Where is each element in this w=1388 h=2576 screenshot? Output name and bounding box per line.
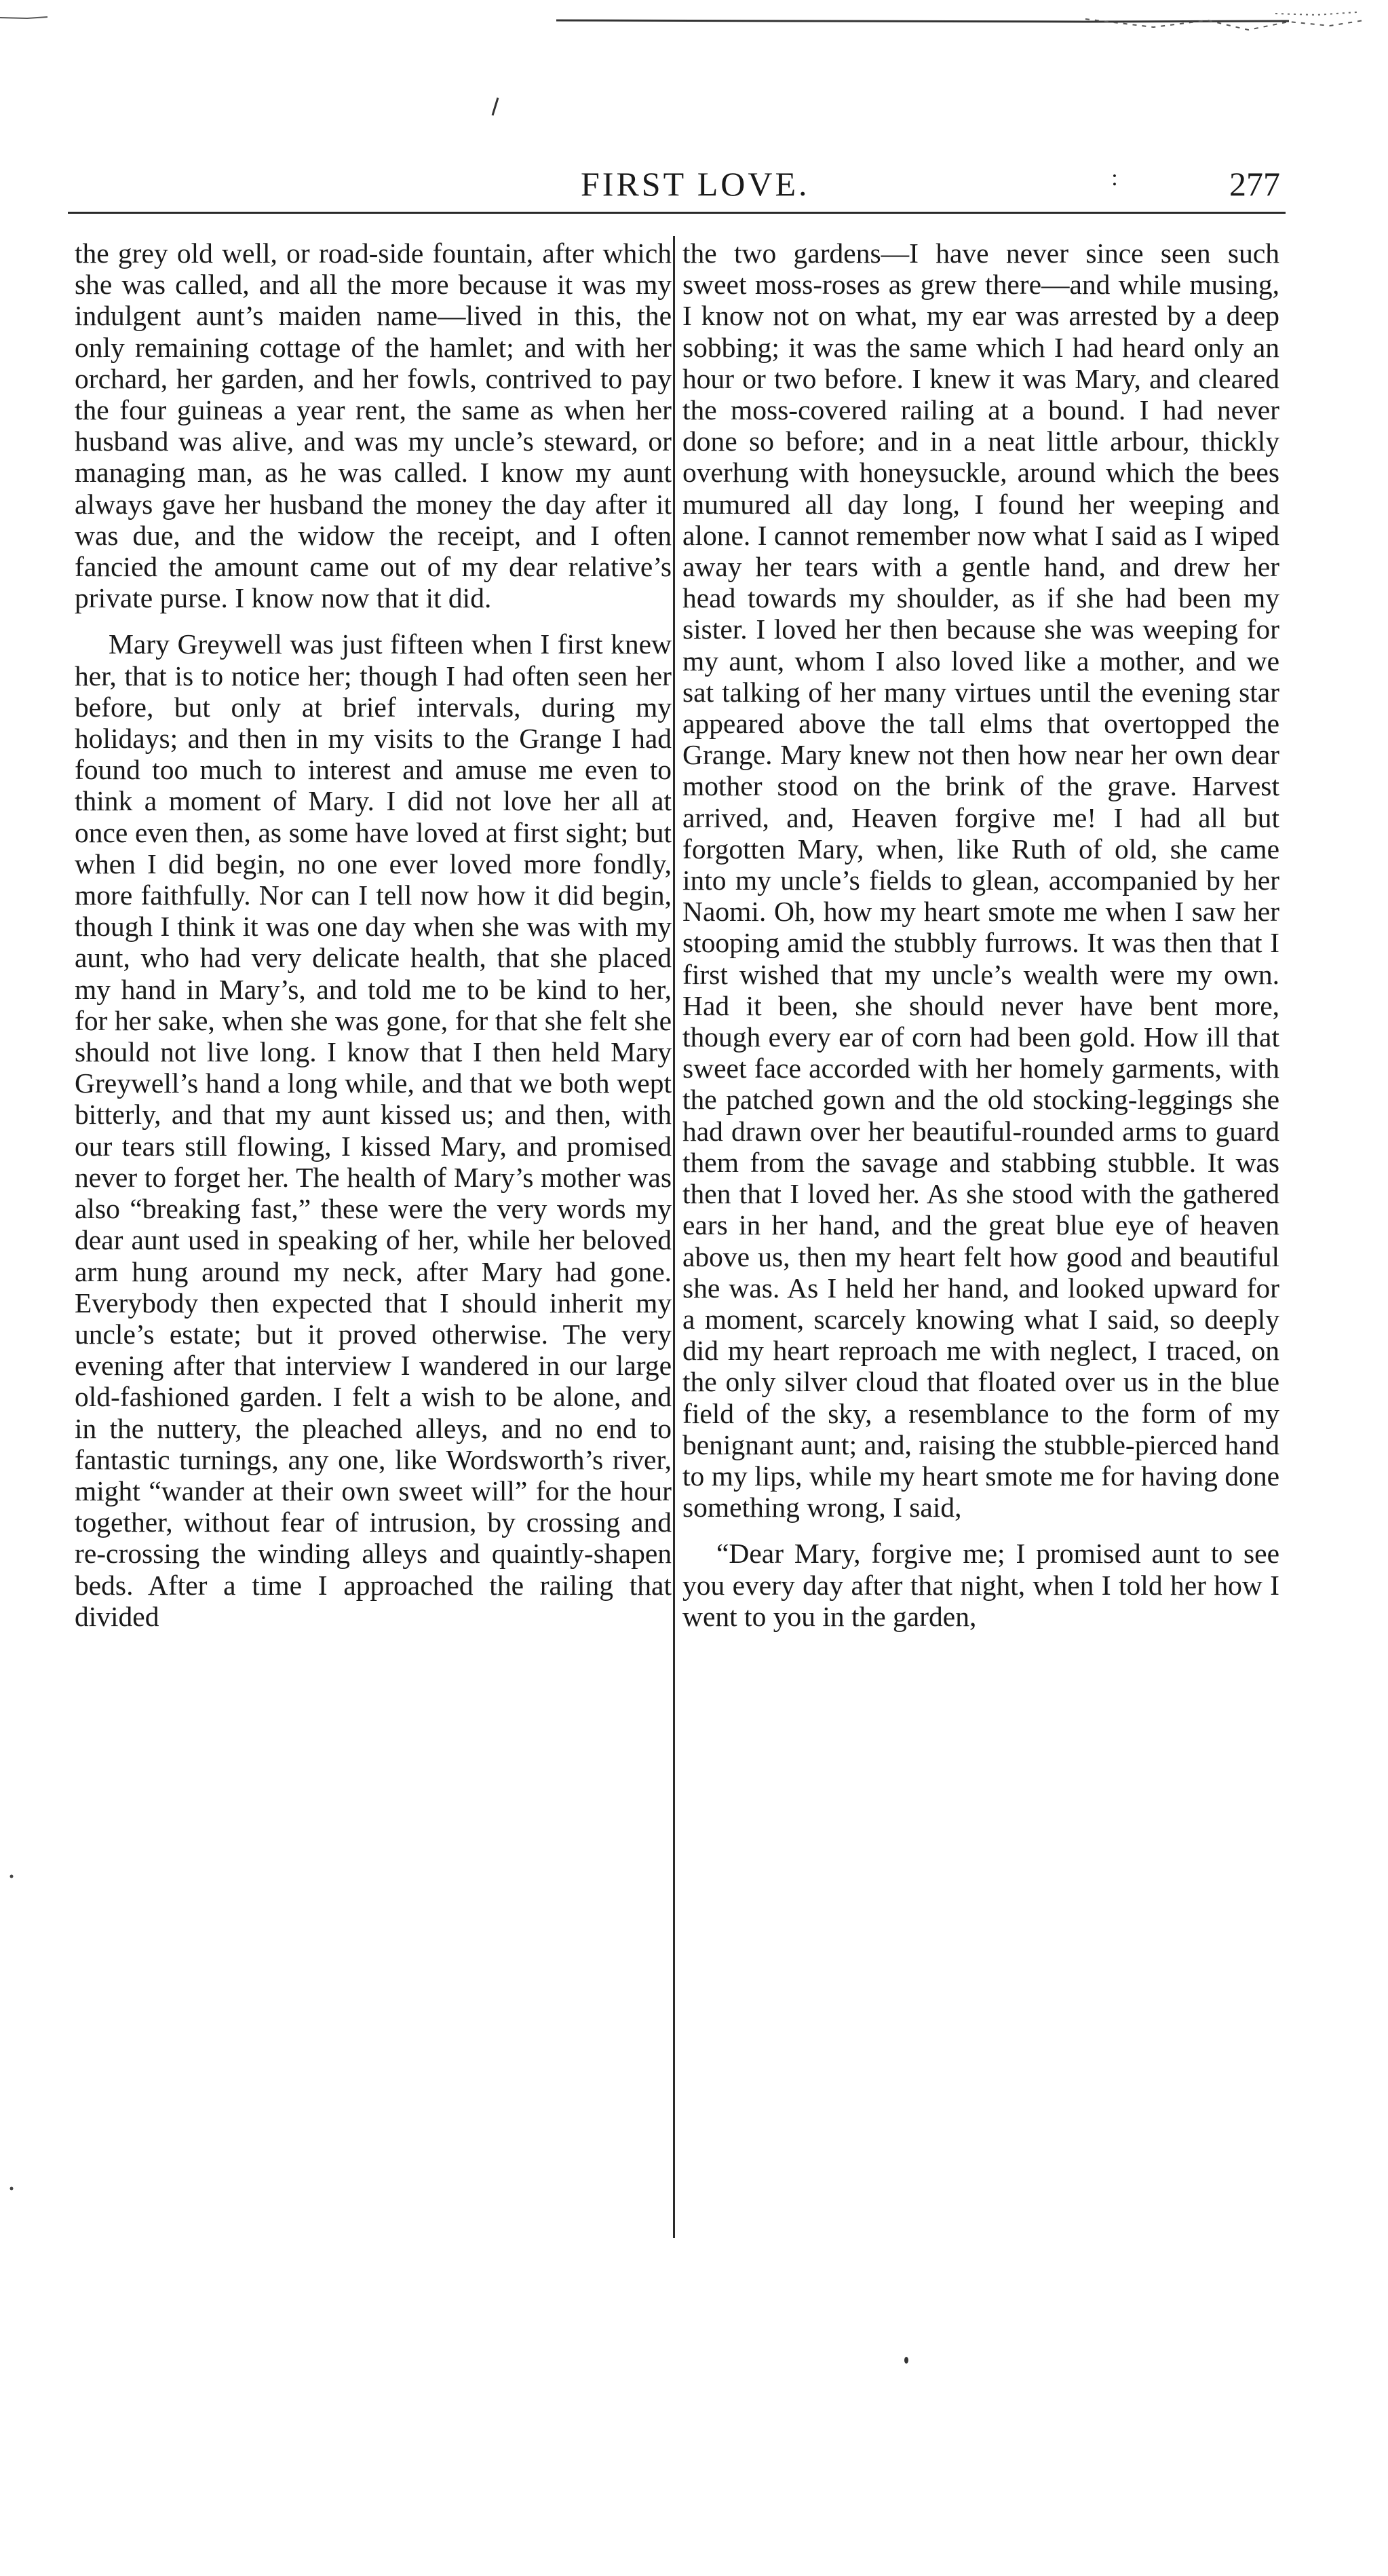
stray-ink-dot xyxy=(902,2355,910,2366)
right-column xyxy=(682,238,1279,1647)
header-dots: : xyxy=(1111,166,1118,191)
running-title: FIRST LOVE. xyxy=(581,165,810,203)
left-paragraph-1: the grey old well, or road-side fountain, after which she was called, and all the more because it was my indulgent aunt’s maiden name—lived in this, the only remaining cottage of the hamlet; and with her orchard, her garden, and her fowls, contrived to pay the four guineas a year rent, the same as when her husband was alive, and was my uncle’s steward, or managing man, as he was called. I know my aunt always gave her husband the money the day after it was due, and the widow the receipt, and I often fancied the amount came out of my dear relative’s private purse. I know now that it did. xyxy=(75,238,672,614)
right-paragraph-2: “Dear Mary, forgive me; I promised aunt to see you every day after that night, when I told her how I went to you in the garden, xyxy=(682,1538,1279,1632)
left-paragraph-2: Mary Greywell was just fifteen when I first knew her, that is to notice her; though I had often seen her before, but only at brief intervals, during my holidays; and then in my visits to the Grange I had found too much to interest and amuse me even to think a moment of Mary. I did not love her all at once even then, as some have loved at first sight; but when I did begin, no one ever loved more fondly, more faithfully. Nor can I tell now how it did begin, though I think it was one day when she was with my aunt, who had very delicate health, that she placed my hand in Mary’s, and told me to be kind to her, for her sake, when she was gone, for that she felt she should not live long. I know that I then held Mary Greywell’s hand a long while, and that we both wept bitterly, and that my aunt kissed us; and then, with our tears still flowing, I kissed Mary, and promised never to forget her. The health of Mary’s mother was also “breaking fast,” these were the very words my dear aunt used in speaking of her, while her beloved arm hung around my neck, after Mary had gone. Everybody then expected that I should inherit my uncle’s estate; but it proved otherwise. The very evening after that interview I wandered in our large old-fashioned garden. I felt a wish to be alone, and in the nuttery, the pleached alleys, and no end to fantastic turnings, any one, like Wordsworth’s river, might “wander at their own sweet will” for the hour together, without fear of intrusion, by crossing and re-crossing the winding alleys and quaintly-shapen beds. After a time I approached the railing that divided xyxy=(75,628,672,1632)
left-column xyxy=(75,238,672,1647)
header-rule xyxy=(68,212,1286,214)
right-paragraph-1: the two gardens—I have never since seen such sweet moss-roses as grew there—and while musing, I know not on what, my ear was arrested by a deep sobbing; it was the same which I had heard only an hour or two before. I knew it was Mary, and cleared the moss-covered railing at a bound. I had never done so before; and in a neat little arbour, thickly overhung with honeysuckle, around which the bees mumured all day long, I found her weeping and alone. I cannot remember now what I said as I wiped away her tears with a gentle hand, and drew her head towards my shoulder, as if she had been my sister. I loved her then because she was weeping for my aunt, whom I also loved like a mother, and we sat talking of her many virtues until the evening star appeared above the tall elms that overtopped the Grange. Mary knew not then how near her own dear mother stood on the brink of the grave. Harvest arrived, and, Heaven forgive me! I had all but forgotten Mary, when, like Ruth of old, she came into my uncle’s fields to glean, accompanied by her Naomi. Oh, how my heart smote me when I saw her stooping amid the stubbly furrows. It was then that I first wished that my uncle’s wealth were my own. Had it been, she should never have bent more, though every ear of corn had been gold. How ill that sweet face accorded with her homely garments, with the patched gown and the old stocking-leggings she had drawn over her beautiful-rounded arms to guard them from the savage and stabbing stubble. It was then that I loved her. As she stood with the gathered ears in her hand, and the great blue eye of heaven above us, then my heart felt how good and beautiful she was. As I held her hand, and looked upward for a moment, scarcely knowing what I said, so deeply did my heart reproach me with neglect, I traced, on the only silver cloud that floated over us in the blue field of the sky, a resemblance to the form of my benignant aunt; and, raising the stubble-pierced hand to my lips, while my heart smote me for having done something wrong, I said, xyxy=(682,238,1279,1523)
top-edge-scan-rule xyxy=(0,0,1388,54)
margin-ink-dot xyxy=(8,1873,15,1880)
stray-pen-mark xyxy=(488,95,502,122)
column-divider xyxy=(673,236,675,2238)
page-number: 277 xyxy=(1229,165,1280,203)
running-head xyxy=(0,160,1388,214)
margin-ink-dot-lower xyxy=(8,2185,15,2192)
